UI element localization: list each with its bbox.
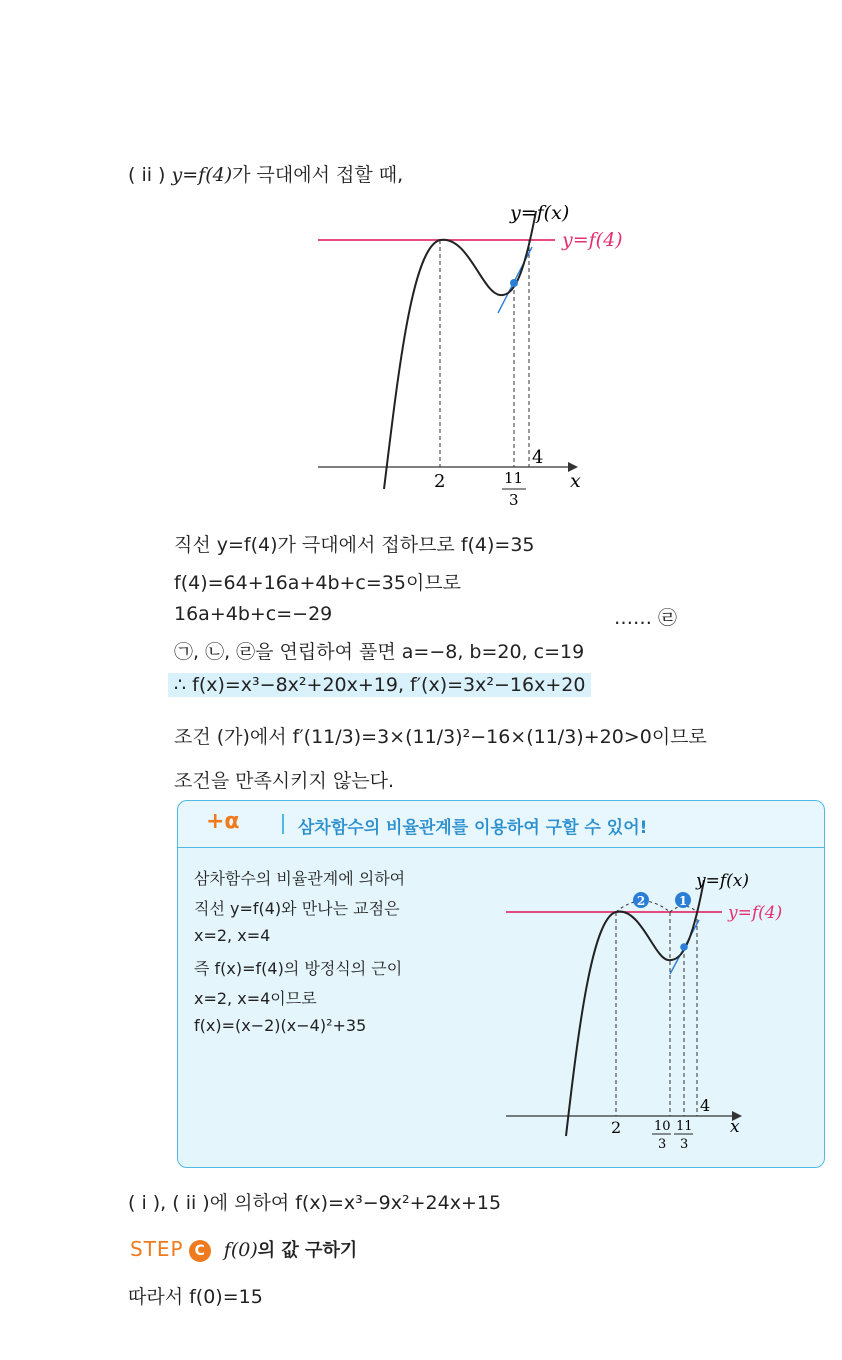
step-title-text: 의 값 구하기 xyxy=(257,1240,358,1261)
line-label-2: y=f(4) xyxy=(728,903,783,923)
final-answer: 따라서 f(0)=15 xyxy=(128,1286,263,1308)
inflection-point xyxy=(510,279,518,287)
case-marker: ( ii ) xyxy=(128,164,166,186)
tip-line-2: 직선 y=f(4)와 만나는 교점은 xyxy=(194,899,400,918)
step-title-math: f(0) xyxy=(223,1239,258,1261)
line-5-highlight: ∴ f(x)=x³−8x²+20x+19, f′(x)=3x²−16x+20 xyxy=(168,673,591,697)
step-c-heading xyxy=(130,1236,357,1262)
tick-4: 4 xyxy=(532,447,544,468)
marker-1: 1 xyxy=(678,894,688,908)
line-label: y=f(4) xyxy=(562,229,623,251)
tip-line-1: 삼차함수의 비율관계에 의하여 xyxy=(194,869,406,888)
line-7: 조건을 만족시키지 않는다. xyxy=(174,770,395,792)
case-text: 가 극대에서 접할 때, xyxy=(232,164,404,186)
plus-alpha-badge: +α xyxy=(206,809,240,834)
inflection-point-2 xyxy=(680,943,688,951)
line-1: 직선 y=f(4)가 극대에서 접하므로 f(4)=35 xyxy=(174,534,535,556)
tick2-2: 2 xyxy=(611,1118,622,1137)
tip-line-5: x=2, x=4이므로 xyxy=(194,989,317,1008)
cubic-graph-1 xyxy=(300,195,660,520)
line-3: 16a+4b+c=−29 xyxy=(174,603,333,625)
x-axis-label: x xyxy=(570,470,581,492)
line-3-tag: …… ㉣ xyxy=(614,607,678,629)
tick-11-num-2: 11 xyxy=(676,1119,693,1134)
step-badge: C xyxy=(189,1240,211,1262)
tip-header xyxy=(178,801,824,845)
tick-2: 2 xyxy=(434,471,446,492)
case-ii-heading xyxy=(128,160,403,187)
tick-10-den: 3 xyxy=(658,1137,667,1152)
tick4-2: 4 xyxy=(700,1096,711,1115)
tip-line-6: f(x)=(x−2)(x−4)²+35 xyxy=(194,1016,367,1035)
cubic-curve xyxy=(384,211,536,489)
tip-title: 삼차함수의 비율관계를 이용하여 구할 수 있어! xyxy=(298,818,648,838)
tick-11-den-2: 3 xyxy=(680,1137,689,1152)
case-math: y=f(4) xyxy=(171,164,233,186)
conclusion-line: ( i ), ( ii )에 의하여 f(x)=x³−9x²+24x+15 xyxy=(128,1192,502,1214)
tip-line-4: 즉 f(x)=f(4)의 방정식의 근이 xyxy=(194,959,403,978)
header-divider xyxy=(282,814,284,834)
step-label: STEP xyxy=(130,1237,184,1261)
tick-11-den: 3 xyxy=(509,491,519,509)
line-2: f(4)=64+16a+4b+c=35이므로 xyxy=(174,572,462,594)
tick-10-num: 10 xyxy=(654,1119,671,1134)
cubic-graph-2 xyxy=(500,862,820,1162)
tip-line-3: x=2, x=4 xyxy=(194,926,271,945)
curve-label-2: y=f(x) xyxy=(696,871,749,891)
curve-label: y=f(x) xyxy=(510,202,570,224)
line-4: ㉠, ㉡, ㉣을 연립하여 풀면 a=−8, b=20, c=19 xyxy=(174,641,585,663)
x-axis-label-2: x xyxy=(730,1117,740,1137)
tick-11-num: 11 xyxy=(504,469,524,487)
cubic-curve-2 xyxy=(566,880,704,1136)
marker-2: 2 xyxy=(636,894,646,908)
line-6: 조건 (가)에서 f′(11/3)=3×(11/3)²−16×(11/3)+20>0이므로 xyxy=(174,726,707,748)
